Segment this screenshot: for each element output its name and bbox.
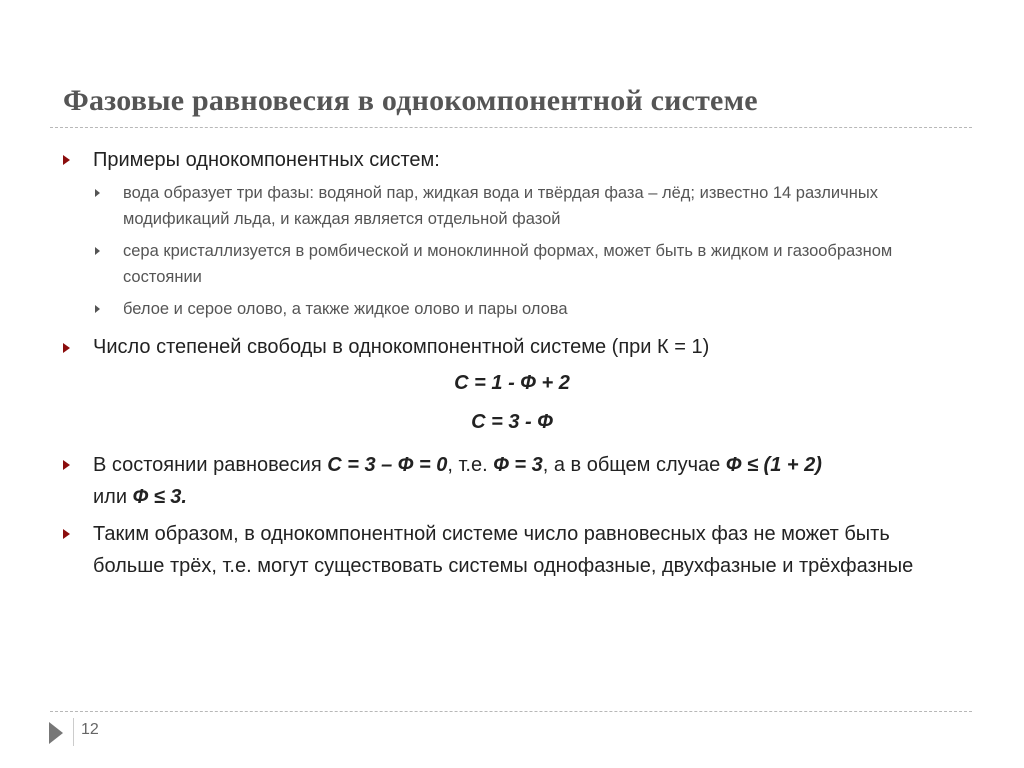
text-segment: или	[93, 486, 133, 508]
formula-inline: Ф ≤ (1 + 2)	[725, 454, 822, 476]
bullet-arrow-icon	[63, 343, 70, 353]
page-number: 12	[81, 721, 99, 738]
sub-bullet-arrow-icon	[95, 247, 100, 255]
bullet-equilibrium	[93, 449, 953, 513]
formula-inline: С = 3 – Ф = 0	[327, 454, 448, 476]
bullet-arrow-icon	[63, 529, 70, 539]
bullet-conclusion: Таким образом, в однокомпонентной системе число равновесных фаз не может быть больше трёх, т.е. могут существовать системы однофазные, двухфазные и трёхфазные	[93, 523, 914, 577]
bullet-arrow-icon	[63, 460, 70, 470]
slide-title: Фазовые равновесия в однокомпонентной системе	[63, 84, 758, 117]
formula-inline: Ф = 3	[493, 454, 543, 476]
footer-divider	[50, 711, 972, 712]
title-divider	[50, 127, 972, 128]
sub-bullet-sulfur: сера кристаллизуется в ромбической и моноклинной формах, может быть в жидком и газообразном состоянии	[123, 242, 893, 286]
triangle-right-icon	[49, 722, 63, 744]
text-segment: , т.е.	[447, 454, 494, 476]
sub-bullet-arrow-icon	[95, 189, 100, 197]
footer-separator	[73, 718, 74, 746]
bullet-degrees-of-freedom: Число степеней свободы в однокомпонентной системе (при К = 1)	[93, 336, 710, 358]
text-segment: В состоянии равновесия	[93, 454, 328, 476]
bullet-arrow-icon	[63, 155, 70, 165]
sub-bullet-water: вода образует три фазы: водяной пар, жидкая вода и твёрдая фаза – лёд; известно 14 различных модификаций льда, и каждая является отдельной фазой	[123, 184, 878, 228]
formula-simplified: С = 3 - Ф	[471, 411, 553, 433]
bullet-examples: Примеры однокомпонентных систем:	[93, 149, 440, 171]
formula-inline: Ф ≤ 3.	[132, 486, 187, 508]
formula-phase-rule: С = 1 - Ф + 2	[454, 372, 570, 394]
sub-bullet-arrow-icon	[95, 305, 100, 313]
text-segment: , а в общем случае	[542, 454, 726, 476]
sub-bullet-tin: белое и серое олово, а также жидкое олово и пары олова	[123, 300, 568, 318]
